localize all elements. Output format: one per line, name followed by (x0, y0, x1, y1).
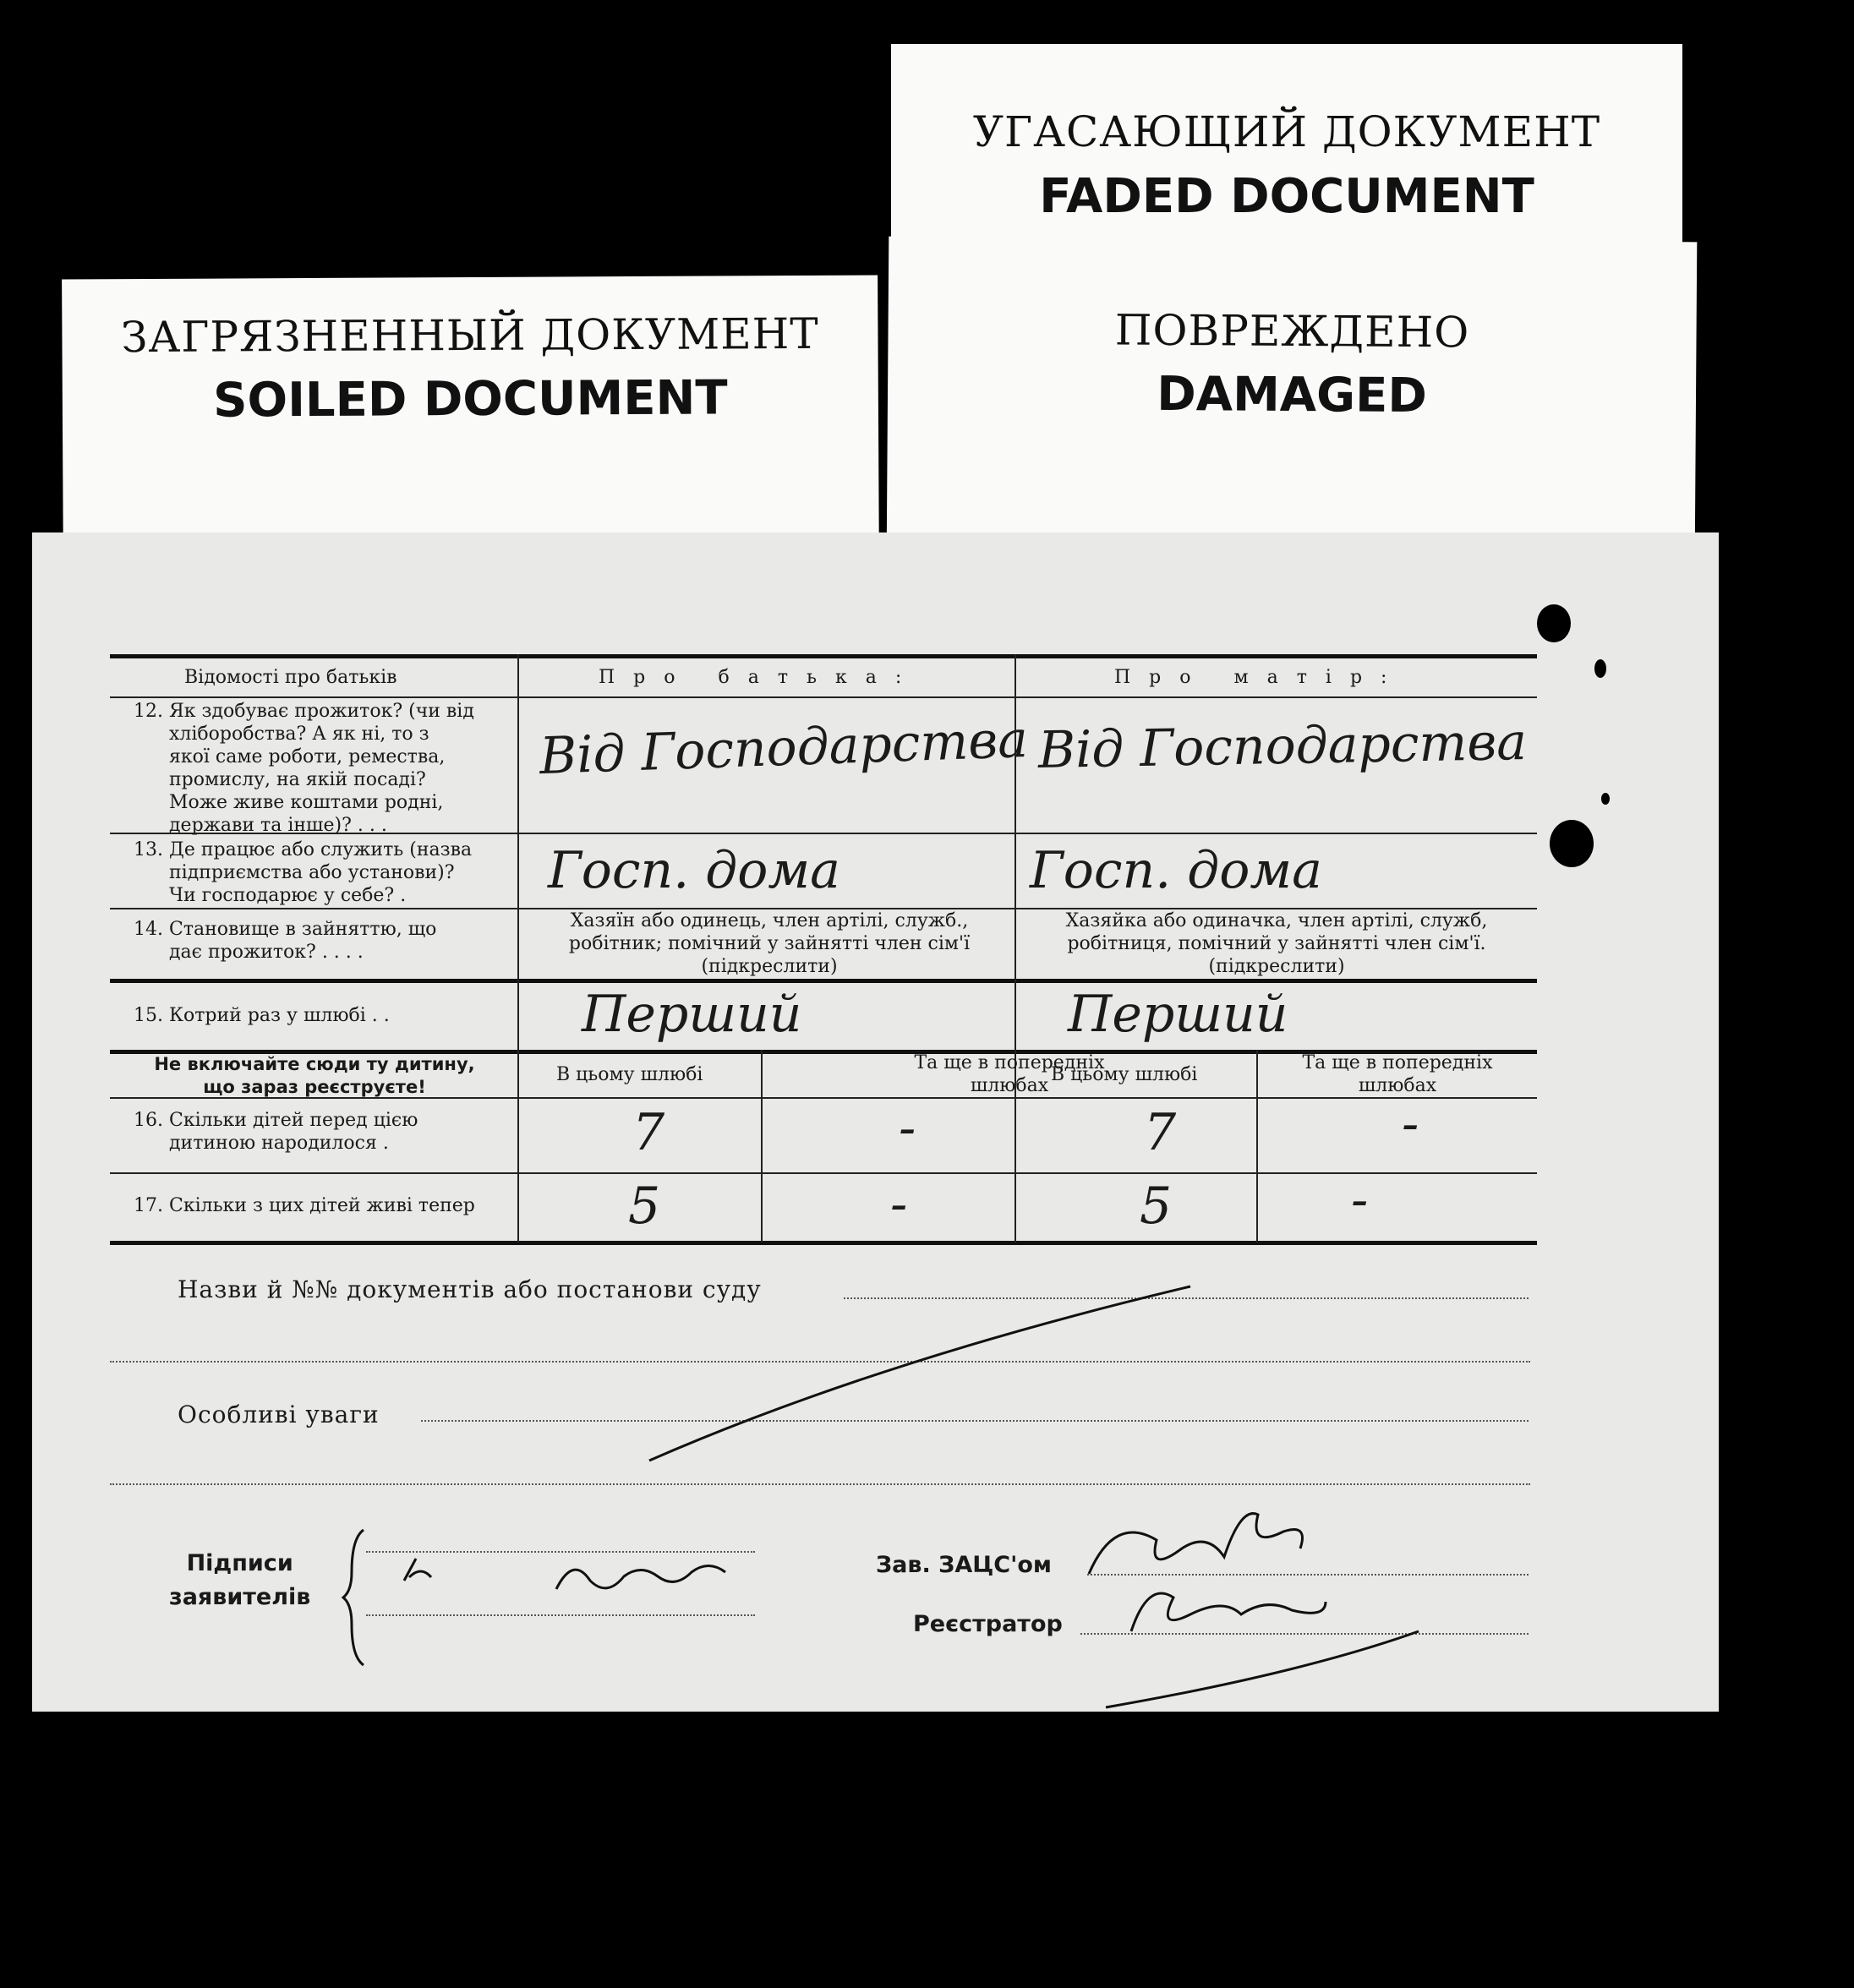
q14-father-line: робітник; помічний у зайнятті член сім'ї (568, 933, 971, 954)
header-mother: Про матір: (1114, 667, 1406, 688)
punch-hole (1600, 1724, 1611, 1743)
registration-form (32, 532, 1719, 1712)
q12-father-handwriting: Від Господарства (538, 709, 1030, 787)
q14-line: 14. Становище в зайняттю, що (134, 919, 437, 940)
col-prev-line: Та ще в попередніх (1302, 1052, 1493, 1073)
signatures-line: заявителів (169, 1584, 311, 1610)
q14-mother-line: робітниця, помічний у зайнятті член сім'ї. (1067, 933, 1486, 954)
q17-father-this: 5 (628, 1177, 661, 1236)
q16-mother-prev: - (1402, 1095, 1419, 1154)
q12-line: промислу, на якій посаді? (169, 769, 426, 790)
damaged-en-label: DAMAGED (1157, 366, 1428, 424)
q16-line: 16. Скільки дітей перед цією (134, 1110, 418, 1131)
signatures-line: Підписи (186, 1550, 293, 1576)
q17-label: 17. Скільки з цих дітей живі тепер (134, 1195, 475, 1216)
handwritten-marks (32, 532, 1719, 1712)
header-father: Про батька: (599, 667, 921, 688)
q16-line: дитиною народилося . (169, 1133, 389, 1154)
exclude-note-line: Не включайте сюди ту дитину, (154, 1054, 475, 1074)
q17-mother-prev: - (1351, 1171, 1369, 1230)
q13-line: Чи господарює у себе? . (169, 885, 407, 906)
punch-hole (1598, 1969, 1608, 1988)
damaged-ru-label: ПОВРЕЖДЕНО (1114, 305, 1470, 358)
soiled-ru-label: ЗАГРЯЗНЕННЫЙ ДОКУМЕНТ (121, 309, 819, 363)
documents-label: Назви й №№ документів або постанови суду (178, 1275, 762, 1303)
soiled-document-card (62, 275, 879, 571)
col-prev-line: шлюбах (1358, 1075, 1437, 1096)
q15-father-handwriting: Перший (582, 985, 802, 1044)
q16-father-prev: - (899, 1099, 916, 1158)
q12-line: Може живе коштами родні, (169, 792, 444, 813)
q16-mother-this: 7 (1144, 1103, 1177, 1162)
soiled-en-label: SOILED DOCUMENT (212, 370, 728, 429)
faded-ru-label: УГАСАЮЩИЙ ДОКУМЕНТ (972, 107, 1601, 156)
faded-en-label: FADED DOCUMENT (1039, 169, 1534, 224)
q14-father-line: (підкреслити) (701, 956, 838, 977)
q13-father-handwriting: Госп. дома (548, 841, 840, 900)
q12-line: держави та інше)? . . . (169, 815, 387, 836)
q13-line: 13. Де працює або служить (назва (134, 839, 473, 860)
q12-line: хліборобства? А як ні, то з (169, 724, 429, 745)
q15-label: 15. Котрий раз у шлюбі . . (134, 1005, 390, 1026)
registrar-label: Реєстратор (913, 1611, 1063, 1637)
q14-mother-line: (підкреслити) (1208, 956, 1345, 977)
punch-hole (1605, 1847, 1616, 1862)
q12-line: 12. Як здобуває прожиток? (чи від (134, 701, 474, 722)
q14-line: дає прожиток? . . . . (169, 942, 364, 963)
damaged-document-card (887, 237, 1698, 564)
q13-mother-handwriting: Госп. дома (1030, 841, 1322, 900)
q15-mother-handwriting: Перший (1068, 985, 1288, 1044)
q13-line: підприємства або установи)? (169, 862, 455, 883)
q12-line: якої саме роботи, ремества, (169, 746, 446, 767)
q12-mother-handwriting: Від Господарства (1037, 712, 1528, 781)
father-this-marriage-header: В цьому шлюбі (556, 1064, 703, 1085)
q14-mother-line: Хазяйка або одиначка, член артілі, служб, (1065, 910, 1488, 931)
mother-this-marriage-header: В цьому шлюбі (1051, 1064, 1198, 1085)
head-label: Зав. ЗАЦС'ом (876, 1552, 1052, 1578)
q14-father-line: Хазяїн або одинець, член артілі, служб., (570, 910, 969, 931)
col-prev-line: шлюбах (970, 1075, 1049, 1096)
q16-father-this: 7 (632, 1103, 665, 1162)
q17-father-prev: - (890, 1175, 908, 1234)
q17-mother-this: 5 (1140, 1177, 1173, 1236)
exclude-note-line: що зараз реєструєте! (203, 1077, 426, 1097)
notes-label: Особливі уваги (178, 1401, 380, 1428)
header-label: Відомості про батьків (184, 667, 397, 688)
col-prev-line: Та ще в попередніх (914, 1052, 1105, 1073)
